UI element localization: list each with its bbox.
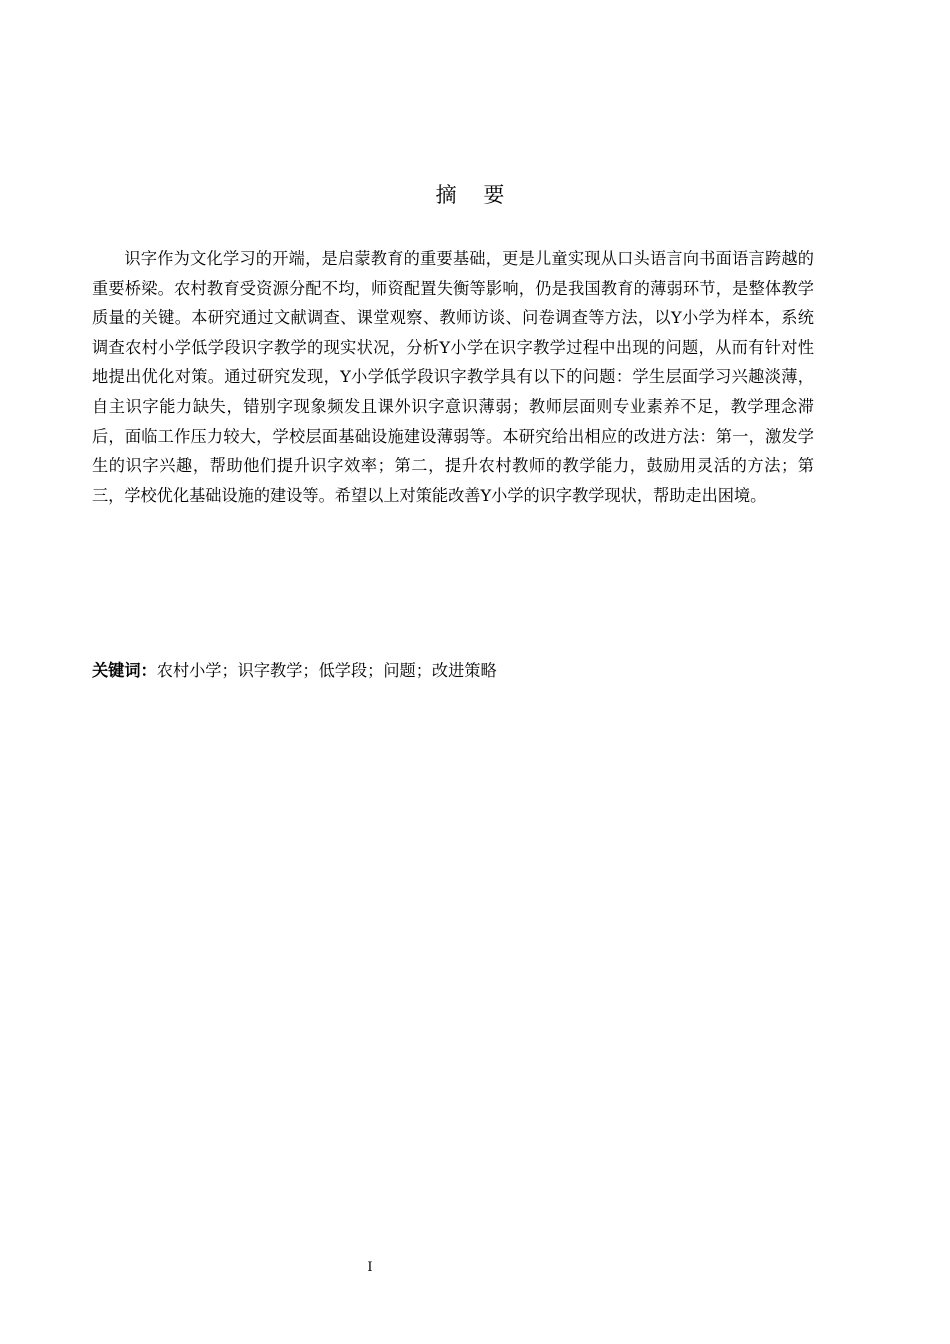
page-number: I: [367, 1260, 373, 1275]
abstract-title: 摘 要: [435, 183, 515, 207]
keywords-label: 关键词：: [92, 661, 157, 680]
keywords-value: 农村小学；识字教学；低学段；问题；改进策略: [156, 661, 497, 680]
keywords-line: [92, 656, 814, 685]
abstract-body: 识字作为文化学习的开端，是启蒙教育的重要基础，更是儿童实现从口头语言向书面语言跨越的重要桥梁。农村教育受资源分配不均，师资配置失衡等影响，仍是我国教育的薄弱环节，是整体教学质量的关键。本研究通过文献调查、课堂观察、教师访谈、问卷调查等方法，以Y小学为样本，系统调查农村小学低学段识字教学的现实状况，分析Y小学在识字教学过程中出现的问题，从而有针对性地提出优化对策。通过研究发现，Y小学低学段识字教学具有以下的问题：学生层面学习兴趣淡薄，自主识字能力缺失，错别字现象频发且课外识字意识薄弱；教师层面则专业素养不足，教学理念滞后，面临工作压力较大，学校层面基础设施建设薄弱等。本研究给出相应的改进方法：第一，激发学生的识字兴趣，帮助他们提升识字效率；第二，提升农村教师的教学能力，鼓励用灵活的方法；第三，学校优化基础设施的建设等。希望以上对策能改善Y小学的识字教学现状，帮助走出困境。: [92, 249, 814, 505]
